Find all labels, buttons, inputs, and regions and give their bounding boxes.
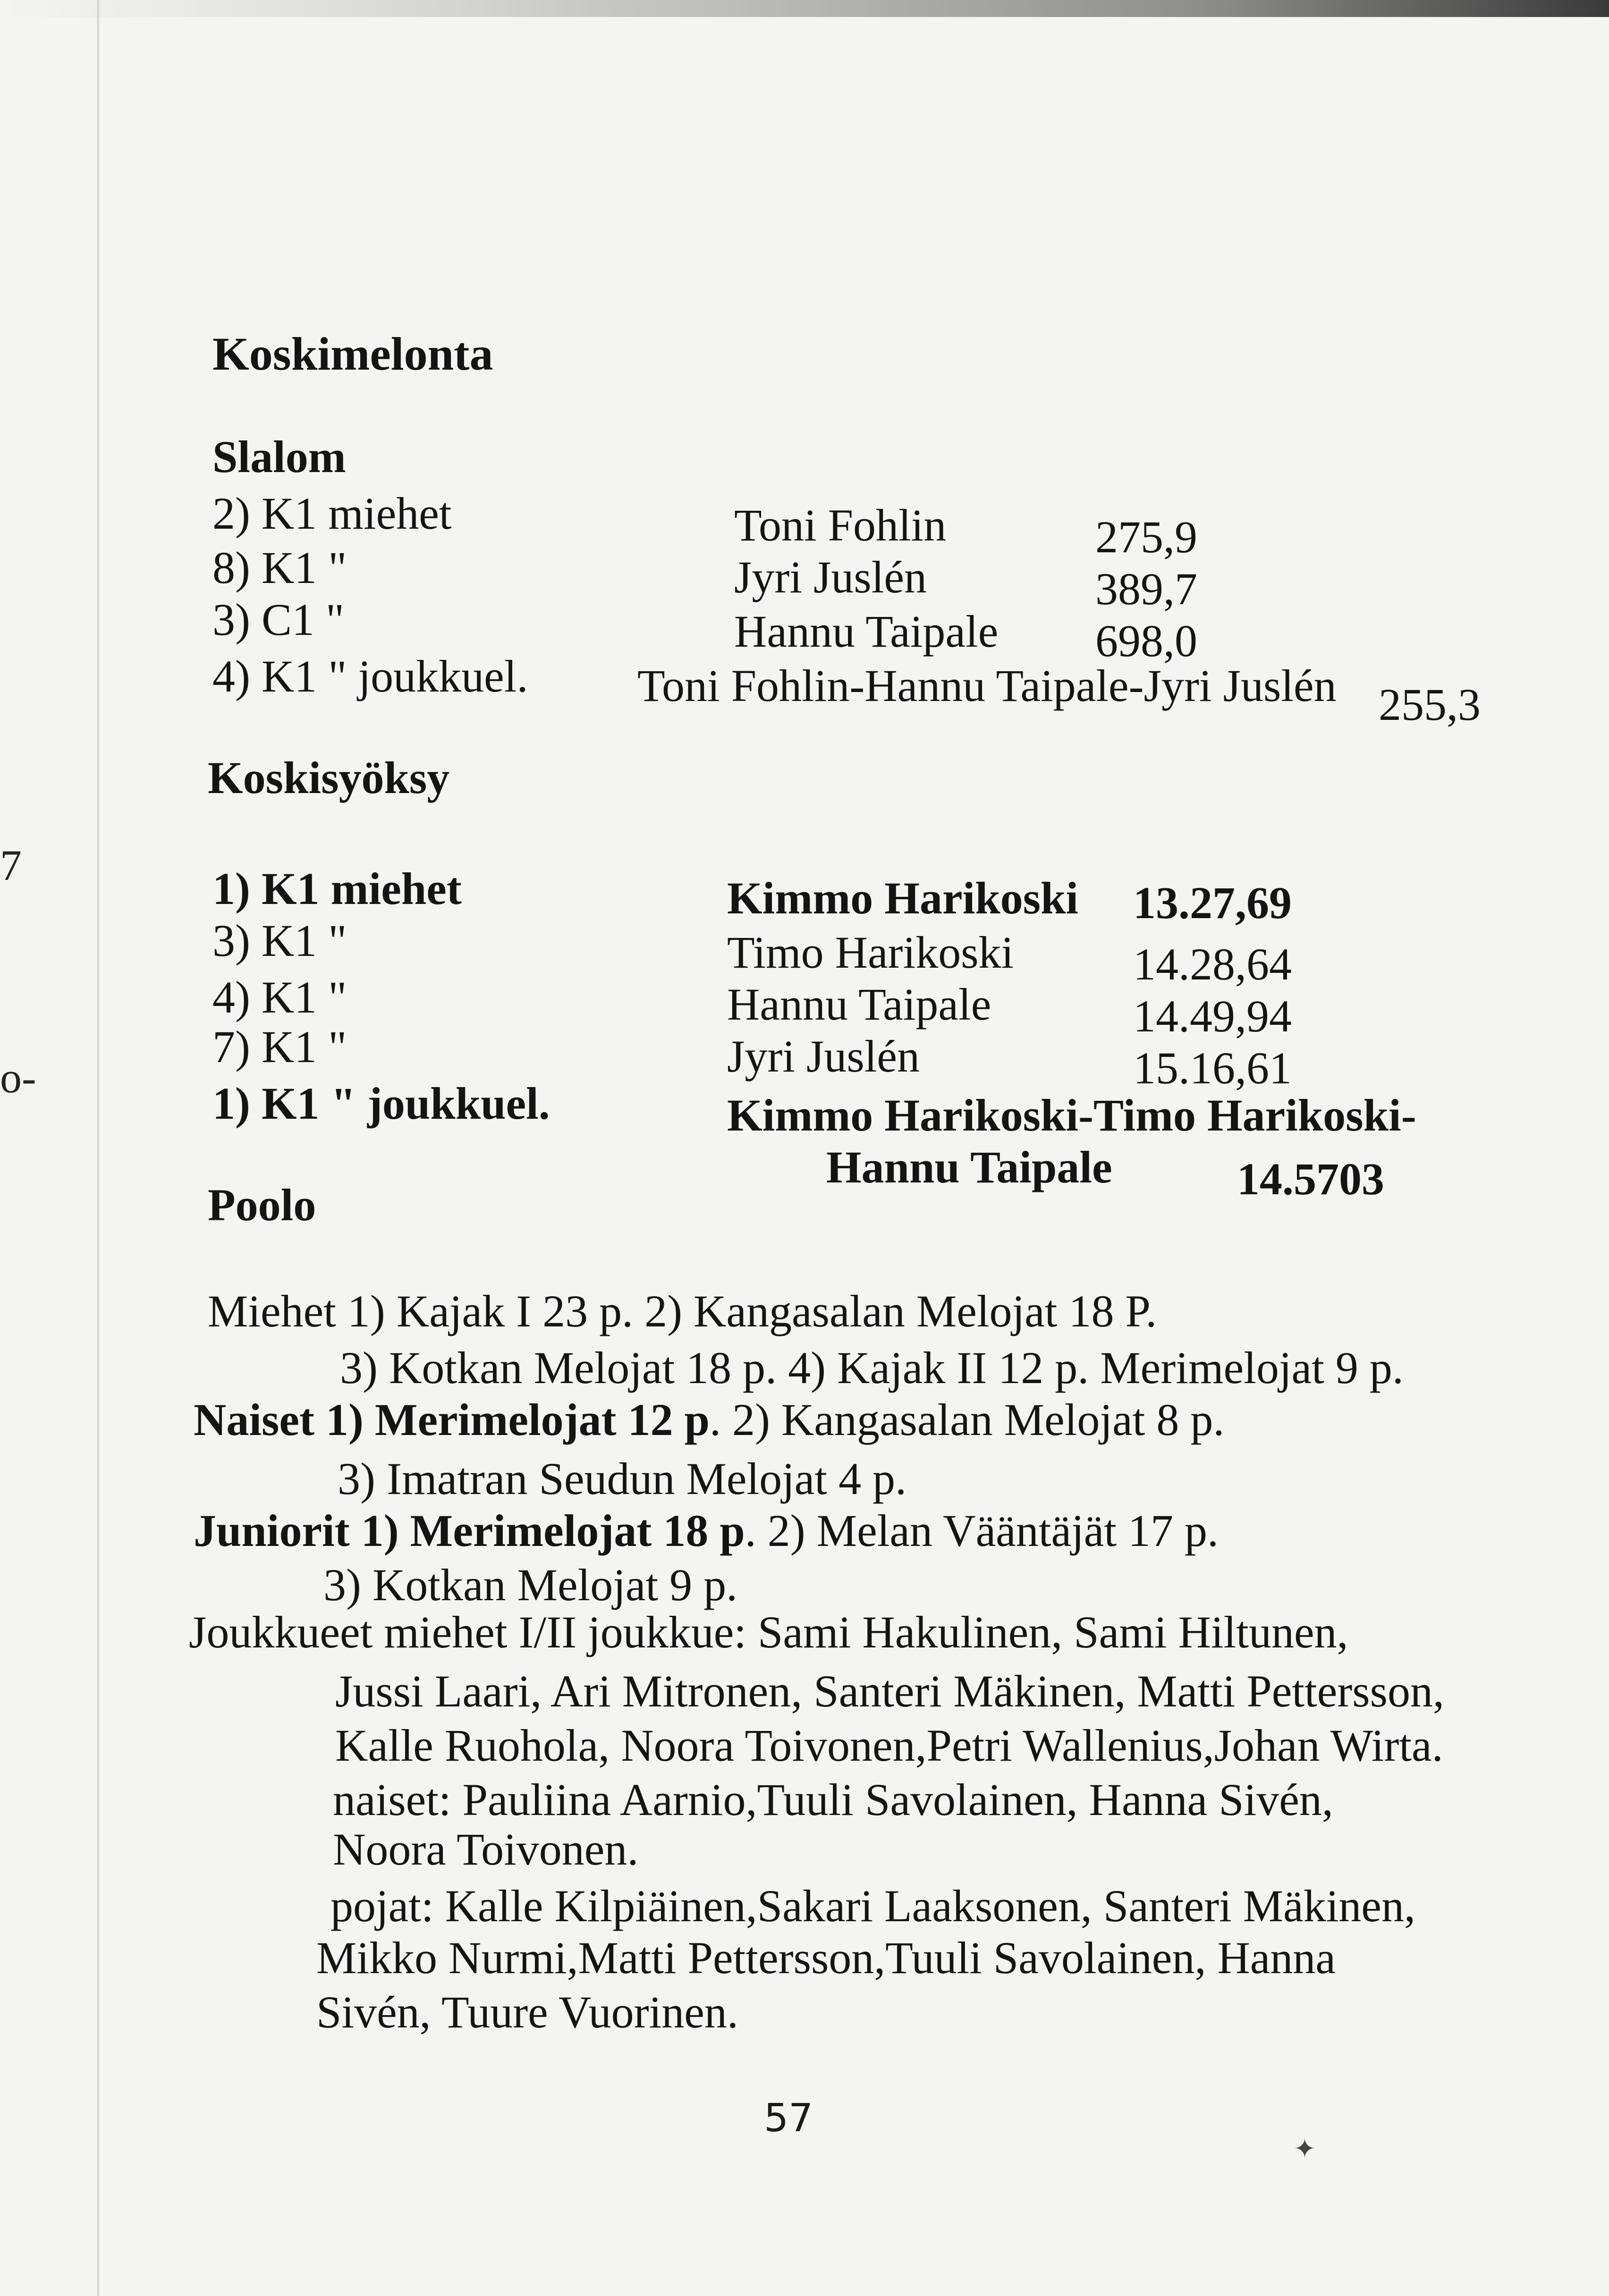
poolo-juniorit-line-1 <box>194 1505 1219 1556</box>
koskisyoksy-row-3-placing: 4) K1 " <box>212 972 347 1022</box>
page-title: Koskimelonta <box>212 328 493 380</box>
poolo-heading: Poolo <box>208 1180 316 1230</box>
koskisyoksy-row-2-name: Timo Harikoski <box>727 927 1014 978</box>
koskisyoksy-row-4-placing: 7) K1 " <box>212 1021 347 1072</box>
poolo-juniorit-rest: . 2) Melan Vääntäjät 17 p. <box>745 1505 1219 1556</box>
slalom-row-1-result: 275,9 <box>1095 512 1197 562</box>
scan-top-edge <box>0 0 1609 17</box>
slalom-row-1-placing: 2) K1 miehet <box>212 488 452 539</box>
slalom-row-1-name: Toni Fohlin <box>734 500 947 550</box>
poolo-joukkueet-line-1: Joukkueet miehet I/II joukkue: Sami Hakulinen, Sami Hiltunen, <box>189 1607 1348 1657</box>
koskisyoksy-row-1-name: Kimmo Harikoski <box>727 873 1079 923</box>
koskisyoksy-team-name-1: Kimmo Harikoski-Timo Harikoski- <box>727 1090 1416 1140</box>
poolo-naiset-rest: . 2) Kangasalan Melojat 8 p. <box>709 1394 1225 1445</box>
slalom-row-3-placing: 3) C1 " <box>212 594 345 645</box>
poolo-naiset-team-line-1: naiset: Pauliina Aarnio,Tuuli Savolainen, Hanna Sivén, <box>333 1774 1333 1825</box>
poolo-miehet-line-2: 3) Kotkan Melojat 18 p. 4) Kajak II 12 p. Merimelojat 9 p. <box>340 1342 1404 1393</box>
koskisyoksy-row-1-result: 13.27,69 <box>1133 878 1292 928</box>
poolo-juniorit-line-2: 3) Kotkan Melojat 9 p. <box>323 1560 738 1610</box>
slalom-row-3-result: 698,0 <box>1095 616 1197 666</box>
poolo-pojat-line-2: Mikko Nurmi,Matti Pettersson,Tuuli Savolainen, Hanna <box>316 1933 1336 1983</box>
koskisyoksy-row-2-placing: 3) K1 " <box>212 915 347 966</box>
corner-pen-mark: ✦ <box>1294 2135 1316 2164</box>
slalom-row-2-result: 389,7 <box>1095 564 1197 614</box>
poolo-juniorit-winner: Juniorit 1) Merimelojat 18 p <box>194 1505 745 1556</box>
slalom-heading: Slalom <box>212 431 346 482</box>
koskisyoksy-team-result: 14.5703 <box>1237 1154 1384 1204</box>
slalom-team-name: Toni Fohlin-Hannu Taipale-Jyri Juslén <box>637 660 1337 711</box>
koskisyoksy-row-4-name: Jyri Juslén <box>727 1031 920 1081</box>
poolo-pojat-line-1: pojat: Kalle Kilpiäinen,Sakari Laaksonen, Santeri Mäkinen, <box>330 1881 1415 1931</box>
slalom-team-placing: 4) K1 " joukkuel. <box>212 651 528 701</box>
slalom-row-3-name: Hannu Taipale <box>734 606 999 657</box>
koskisyoksy-row-3-name: Hannu Taipale <box>727 979 991 1030</box>
koskisyoksy-row-4-result: 15.16,61 <box>1133 1043 1292 1093</box>
page-fold-shadow <box>97 0 100 2296</box>
margin-mark-1: 7 <box>0 841 22 889</box>
poolo-pojat-line-3: Sivén, Tuure Vuorinen. <box>316 1987 738 2037</box>
poolo-naiset-line-2: 3) Imatran Seudun Melojat 4 p. <box>338 1453 907 1504</box>
koskisyoksy-row-1-placing: 1) K1 miehet <box>212 863 462 914</box>
poolo-naiset-line-1 <box>194 1394 1225 1445</box>
slalom-team-result: 255,3 <box>1379 679 1481 730</box>
koskisyoksy-row-3-result: 14.49,94 <box>1133 991 1292 1041</box>
margin-mark-2: o- <box>0 1054 36 1102</box>
koskisyoksy-heading: Koskisyöksy <box>208 752 450 803</box>
poolo-naiset-winner: Naiset 1) Merimelojat 12 p <box>194 1394 710 1445</box>
koskisyoksy-team-name-2: Hannu Taipale <box>826 1142 1112 1192</box>
poolo-miehet-line-1: Miehet 1) Kajak I 23 p. 2) Kangasalan Melojat 18 P. <box>208 1286 1157 1336</box>
slalom-row-2-placing: 8) K1 " <box>212 542 347 593</box>
koskisyoksy-row-2-result: 14.28,64 <box>1133 939 1292 989</box>
poolo-naiset-team-line-2: Noora Toivonen. <box>333 1824 639 1874</box>
koskisyoksy-team-placing: 1) K1 " joukkuel. <box>212 1078 550 1129</box>
page-number: 57 <box>764 2096 813 2141</box>
poolo-joukkueet-line-3: Kalle Ruohola, Noora Toivonen,Petri Wallenius,Johan Wirta. <box>335 1720 1443 1771</box>
slalom-row-2-name: Jyri Juslén <box>734 552 927 602</box>
poolo-joukkueet-line-2: Jussi Laari, Ari Mitronen, Santeri Mäkinen, Matti Pettersson, <box>335 1666 1444 1716</box>
